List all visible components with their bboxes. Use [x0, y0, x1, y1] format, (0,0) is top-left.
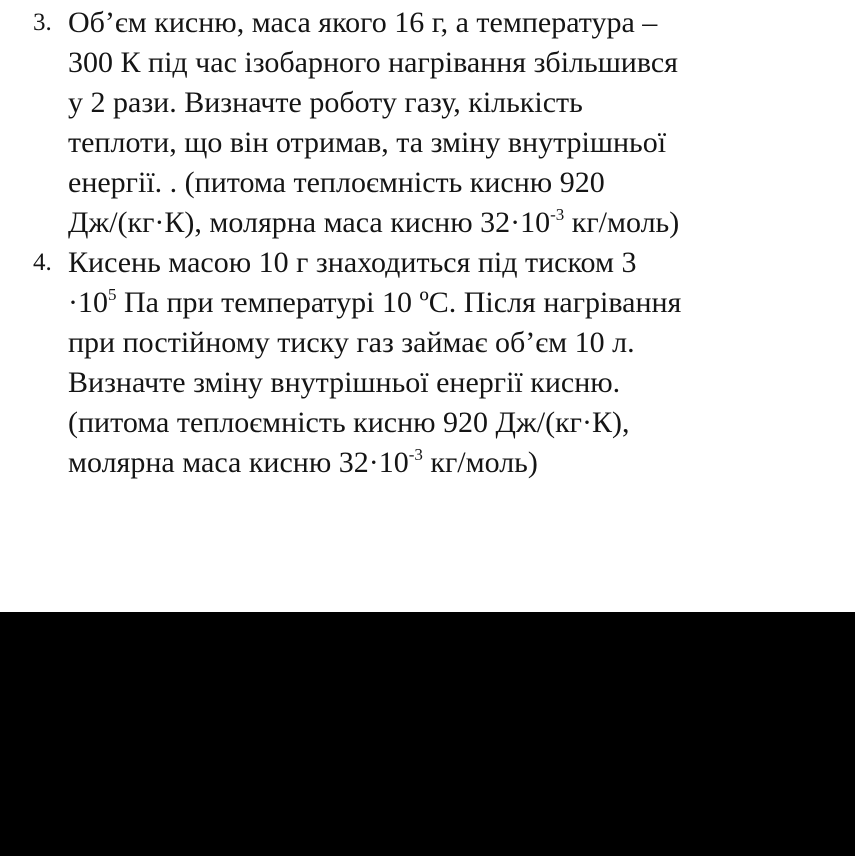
line-text: кг/моль): [422, 446, 538, 479]
problem-number: 3.: [33, 9, 52, 36]
problem-text-line: енергії. . (питома теплоємність кисню 920: [68, 166, 605, 199]
problem-text-line: (питома теплоємність кисню 920 Дж/(кг·К),: [68, 406, 630, 439]
problem-text-line: [68, 285, 681, 321]
problem-text-line: Кисень масою 10 г знаходиться під тиском 3: [68, 246, 637, 279]
line-text: кг/моль): [564, 206, 680, 239]
problem-text-line: [68, 205, 679, 241]
problem-text-line: при постійному тиску газ займає об’єм 10 л.: [68, 326, 635, 359]
problem-text-line: Визначте зміну внутрішньої енергії кисню.: [68, 366, 621, 399]
line-text: молярна маса кисню 32·10: [68, 446, 409, 479]
line-text: ·10: [68, 286, 108, 319]
line-text: Па при температурі 10 ºС. Після нагрівання: [116, 286, 682, 319]
problem-text-line: теплоти, що він отримав, та зміну внутрішньої: [68, 126, 667, 159]
problem-number: 4.: [33, 249, 52, 276]
superscript-exponent: -3: [408, 445, 423, 464]
problem-text-line: Об’єм кисню, маса якого 16 г, а температура –: [68, 6, 658, 39]
line-text: Дж/(кг·К), молярна маса кисню 32·10: [68, 206, 551, 239]
problem-text-line: у 2 рази. Визначте роботу газу, кількість: [68, 86, 583, 119]
superscript-exponent: -3: [550, 205, 565, 224]
problem-text-line: [68, 445, 538, 481]
problem-text-line: 300 К під час ізобарного нагрівання збільшився: [68, 46, 678, 79]
black-bottom-area: [0, 612, 855, 856]
superscript-exponent: 5: [108, 285, 117, 304]
